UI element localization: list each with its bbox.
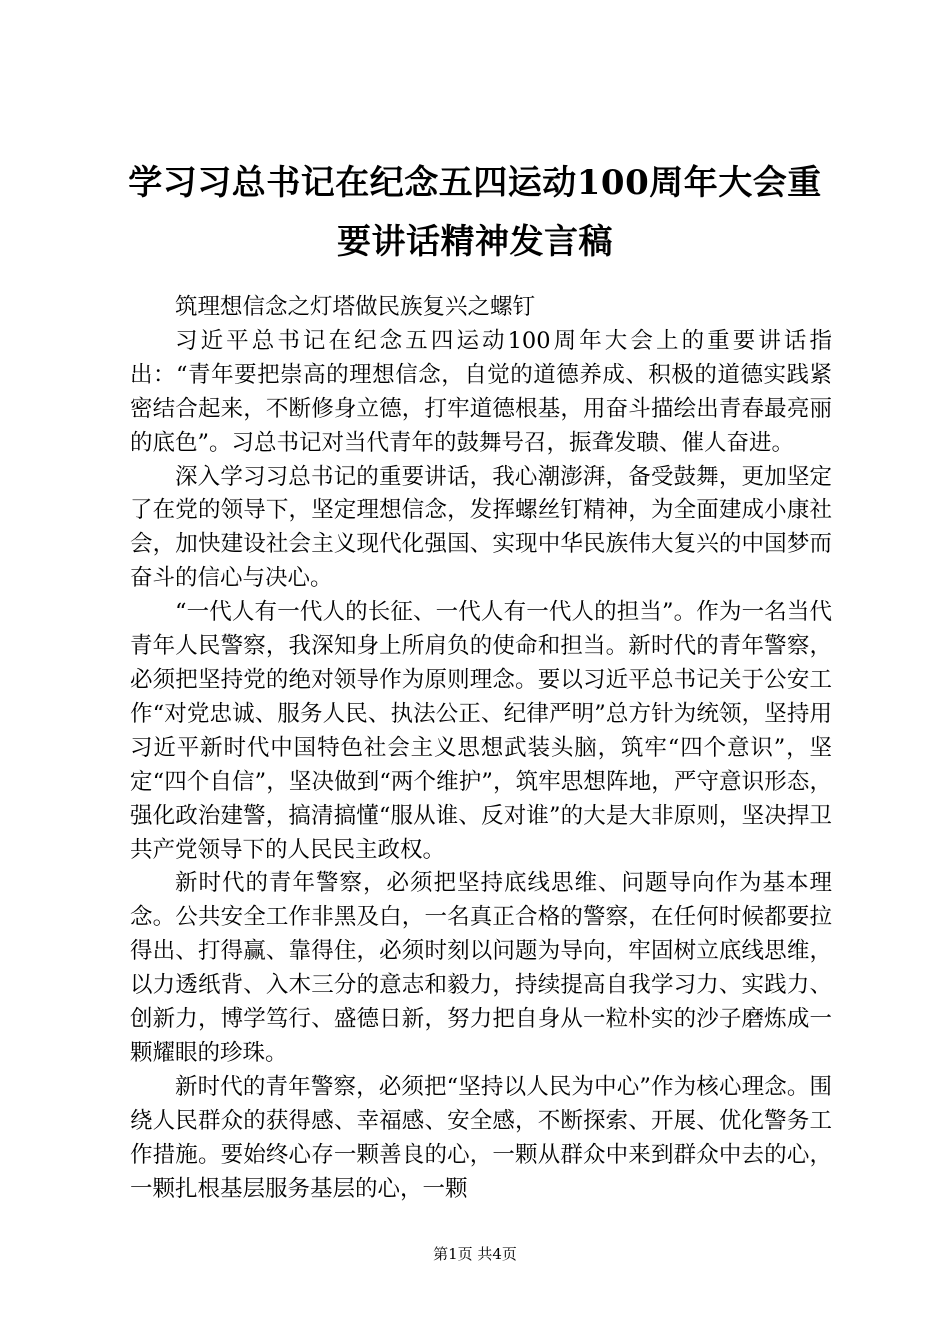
- document-body: [130, 291, 832, 1206]
- page-footer: 第1页 共4页: [433, 1245, 517, 1263]
- paragraph: 新时代的青年警察，必须把坚持底线思维、问题导向作为基本理念。公共安全工作非黑及白，一名真正合格的警察，在任何时候都要拉得出、打得赢、靠得住，必须时刻以问题为导向，牢固树立底线思维，以力透纸背、入木三分的意志和毅力，持续提高自我学习力、实践力、创新力，博学笃行、盛德日新，努力把自身从一粒朴实的沙子磨炼成一颗耀眼的珍珠。: [130, 870, 832, 1066]
- paragraph: 深入学习习总书记的重要讲话，我心潮澎湃，备受鼓舞，更加坚定了在党的领导下，坚定理想信念，发挥螺丝钉精神，为全面建成小康社会，加快建设社会主义现代化强国、实现中华民族伟大复兴的中国梦而奋斗的信心与决心。: [130, 463, 832, 592]
- paragraph: 新时代的青年警察，必须把“坚持以人民为中心”作为核心理念。围绕人民群众的获得感、幸福感、安全感，不断探索、开展、优化警务工作措施。要始终心存一颗善良的心，一颗从群众中来到群众中去的心，一颗扎根基层服务基层的心，一颗: [130, 1073, 832, 1202]
- paragraph: 习近平总书记在纪念五四运动100周年大会上的重要讲话指出：“青年要把崇高的理想信念，自觉的道德养成、积极的道德实践紧密结合起来，不断修身立德，打牢道德根基，用奋斗描绘出青春最亮丽的底色”。习总书记对当代青年的鼓舞号召，振聋发聩、催人奋进。: [130, 327, 832, 456]
- document-subtitle: 筑理想信念之灯塔做民族复兴之螺钉: [175, 294, 536, 320]
- document-title-line-2: 要讲话精神发言稿: [337, 222, 613, 262]
- paragraph: “一代人有一代人的长征、一代人有一代人的担当”。作为一名当代青年人民警察，我深知身上所肩负的使命和担当。新时代的青年警察，必须把坚持党的绝对领导作为原则理念。要以习近平总书记关于公安工作“对党忠诚、服务人民、执法公正、纪律严明”总方针为统领，坚持用习近平新时代中国特色社会主义思想武装头脑，筑牢“四个意识”，坚定“四个自信”，坚决做到“两个维护”，筑牢思想阵地，严守意识形态，强化政治建警，搞清搞懂“服从谁、反对谁”的大是大非原则，坚决捍卫共产党领导下的人民民主政权。: [130, 599, 832, 863]
- document-title-line-1: 学习习总书记在纪念五四运动100周年大会重: [128, 163, 822, 203]
